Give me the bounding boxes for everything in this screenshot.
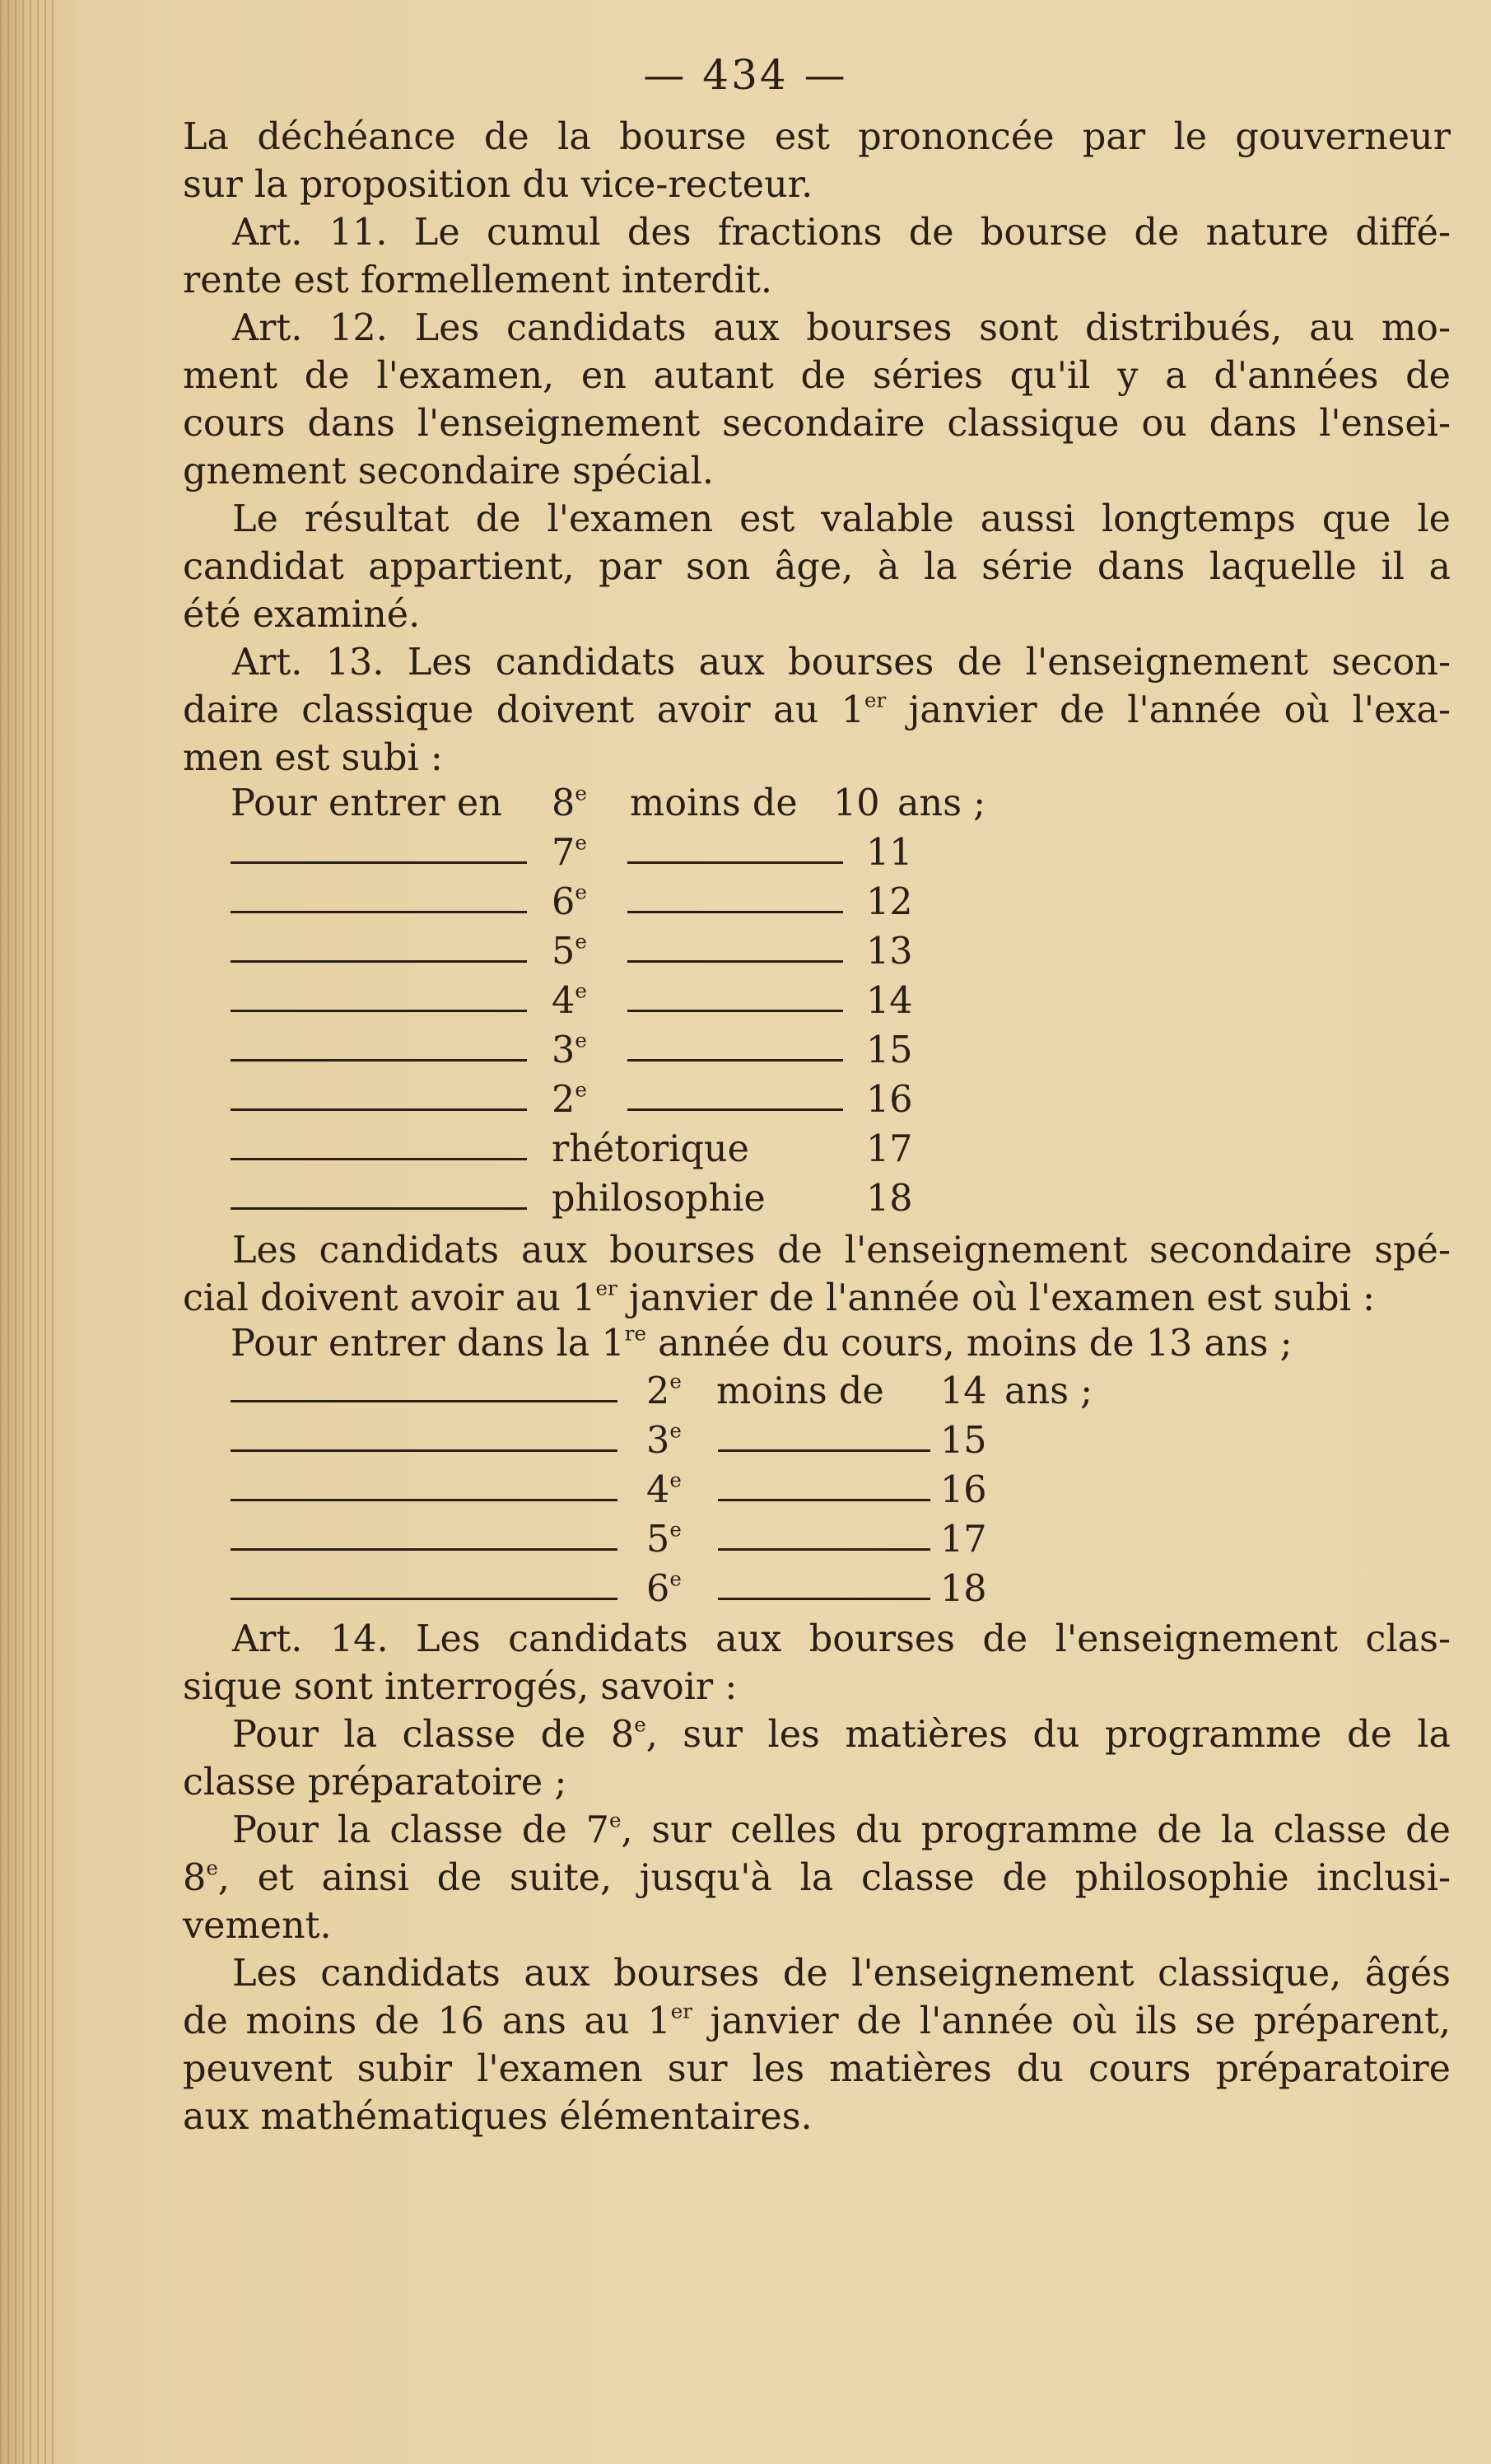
table-intro: Pour entrer en [231,782,502,824]
age-limit: 14 [940,1370,987,1412]
ditto-line [627,911,843,913]
ditto-line [231,1207,527,1210]
article-14-heading-line: Art. 14. Les candidats aux bourses de l'enseignement clas- [232,1618,1451,1660]
class-level: 6e [552,880,587,923]
class-level: rhétorique [552,1128,749,1170]
ditto-line [718,1548,930,1551]
article-12-heading-line: Art. 12. Les candidats aux bourses sont distribués, au mo- [232,307,1451,349]
age-limit: 11 [866,832,913,874]
ditto-line [627,861,843,864]
text-line: cours dans l'enseignement secondaire classique ou dans l'ensei- [183,403,1451,445]
text-line: daire classique doivent avoir au 1er janvier de l'année où l'exa- [183,688,1451,731]
text-line: men est subi : [183,737,443,779]
ditto-line [231,1449,617,1452]
text-line: aux mathématiques élémentaires. [183,2096,813,2138]
text-line: Pour la classe de 7e, sur celles du programme de la classe de [232,1808,1451,1851]
class-level: 5e [552,929,587,973]
text-line: candidat appartient, par son âge, à la série dans laquelle il a [183,546,1451,588]
class-level: 4e [552,978,587,1022]
ans-label: ans ; [897,782,986,824]
ditto-line [231,861,527,864]
text-line: vement. [183,1905,332,1947]
age-limit: 10 [833,782,880,824]
age-limit: 14 [866,980,913,1022]
text-line: Les candidats aux bourses de l'enseignement secondaire spé- [232,1230,1451,1272]
class-level: 3e [552,1028,587,1071]
ditto-line [718,1598,930,1600]
age-limit: 18 [866,1178,913,1220]
class-level: 4e [646,1468,682,1511]
class-level: 2e [552,1077,587,1121]
article-13-heading-line: Art. 13. Les candidats aux bourses de l'enseignement secon- [232,642,1451,684]
class-level: 2e [646,1369,682,1412]
text-line: Les candidats aux bourses de l'enseignement classique, âgés [232,1953,1451,1995]
ans-label: ans ; [1004,1370,1093,1412]
ditto-line [231,1499,617,1501]
moins-de-label: moins de [716,1370,884,1412]
ditto-line [231,1010,527,1012]
ditto-line [231,1598,617,1600]
ditto-line [231,911,527,913]
age-limit: 15 [940,1420,987,1462]
text-line: Pour la classe de 8e, sur les matières du programme de la [232,1712,1451,1756]
ditto-line [627,1108,843,1111]
text-line: ment de l'examen, en autant de séries qu'il y a d'années de [183,355,1451,397]
text-line: rente est formellement interdit. [183,259,773,301]
class-level: 8e [552,781,587,824]
moins-de-label: moins de [630,782,798,824]
ditto-line [231,960,527,963]
text-line: Le résultat de l'examen est valable aussi longtemps que le [232,498,1451,540]
class-level: 5e [646,1517,682,1561]
age-limit: 18 [940,1568,987,1610]
age-limit: 15 [866,1029,913,1071]
class-level: 7e [552,830,587,874]
class-level: philosophie [552,1178,766,1220]
table-intro: Pour entrer dans la 1re année du cours, moins de 13 ans ; [231,1321,1293,1365]
ditto-line [627,1010,843,1012]
ditto-line [231,1059,527,1062]
age-limit: 13 [866,931,913,973]
text-line: classe préparatoire ; [183,1762,567,1804]
text-line: La déchéance de la bourse est prononcée par le gouverneur [183,116,1451,158]
ditto-line [231,1400,617,1402]
ditto-line [718,1499,930,1501]
age-limit: 16 [866,1079,913,1121]
text-line: sique sont interrogés, savoir : [183,1666,738,1708]
text-line: peuvent subir l'examen sur les matières du cours préparatoire [183,2048,1451,2090]
text-line: été examiné. [183,594,421,636]
text-line: gnement secondaire spécial. [183,450,714,492]
page-number: — 434 — [643,51,848,99]
ditto-line [718,1449,930,1452]
ditto-line [231,1108,527,1111]
text-line: 8e, et ainsi de suite, jusqu'à la classe de philosophie inclusi- [183,1855,1451,1899]
page-binding-edge [0,0,58,2464]
ditto-line [627,1059,843,1062]
age-limit: 16 [940,1469,987,1511]
class-level: 6e [646,1566,682,1610]
text-line: de moins de 16 ans au 1er janvier de l'année où ils se préparent, [183,1999,1451,2042]
ditto-line [231,1548,617,1551]
age-limit: 12 [866,881,913,923]
age-limit: 17 [940,1519,987,1561]
text-line: sur la proposition du vice-recteur. [183,164,813,206]
ditto-line [627,960,843,963]
ditto-line [231,1158,527,1160]
age-limit: 17 [866,1128,913,1170]
article-11-heading-line: Art. 11. Le cumul des fractions de bourse de nature diffé- [232,212,1451,254]
class-level: 3e [646,1418,682,1462]
text-line: cial doivent avoir au 1er janvier de l'année où l'examen est subi : [183,1276,1375,1319]
